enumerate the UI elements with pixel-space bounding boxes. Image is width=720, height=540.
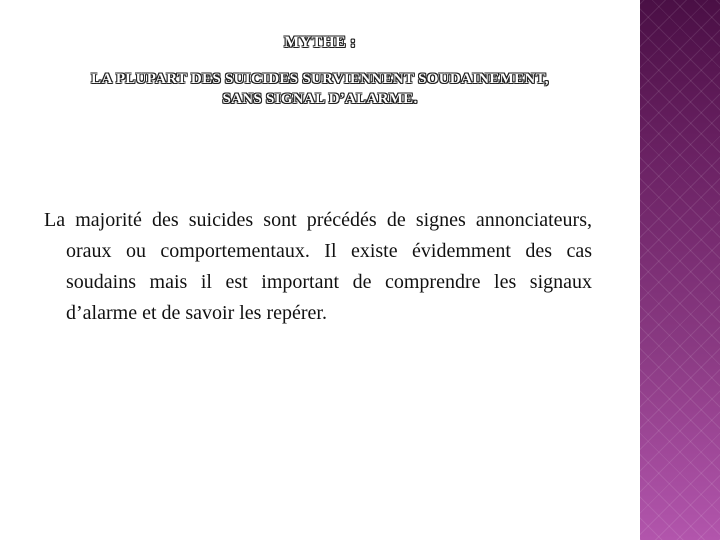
decorative-side-band xyxy=(640,0,720,540)
slide-subheading-line2: SANS SIGNAL D’ALARME. xyxy=(222,91,418,107)
slide-heading: MYTHE : xyxy=(284,34,356,51)
slide-subheading-line1: LA PLUPART DES SUICIDES SURVIENNENT SOUDAINEMENT, xyxy=(91,71,549,87)
slide-body-text: La majorité des suicides sont précédés de signes annonciateurs, oraux ou comportementaux. Il existe évidemment des cas soudains mais il est important de comprendre les signaux d’alarme et de savoir les repérer. xyxy=(44,209,592,324)
title-block xyxy=(30,33,610,109)
